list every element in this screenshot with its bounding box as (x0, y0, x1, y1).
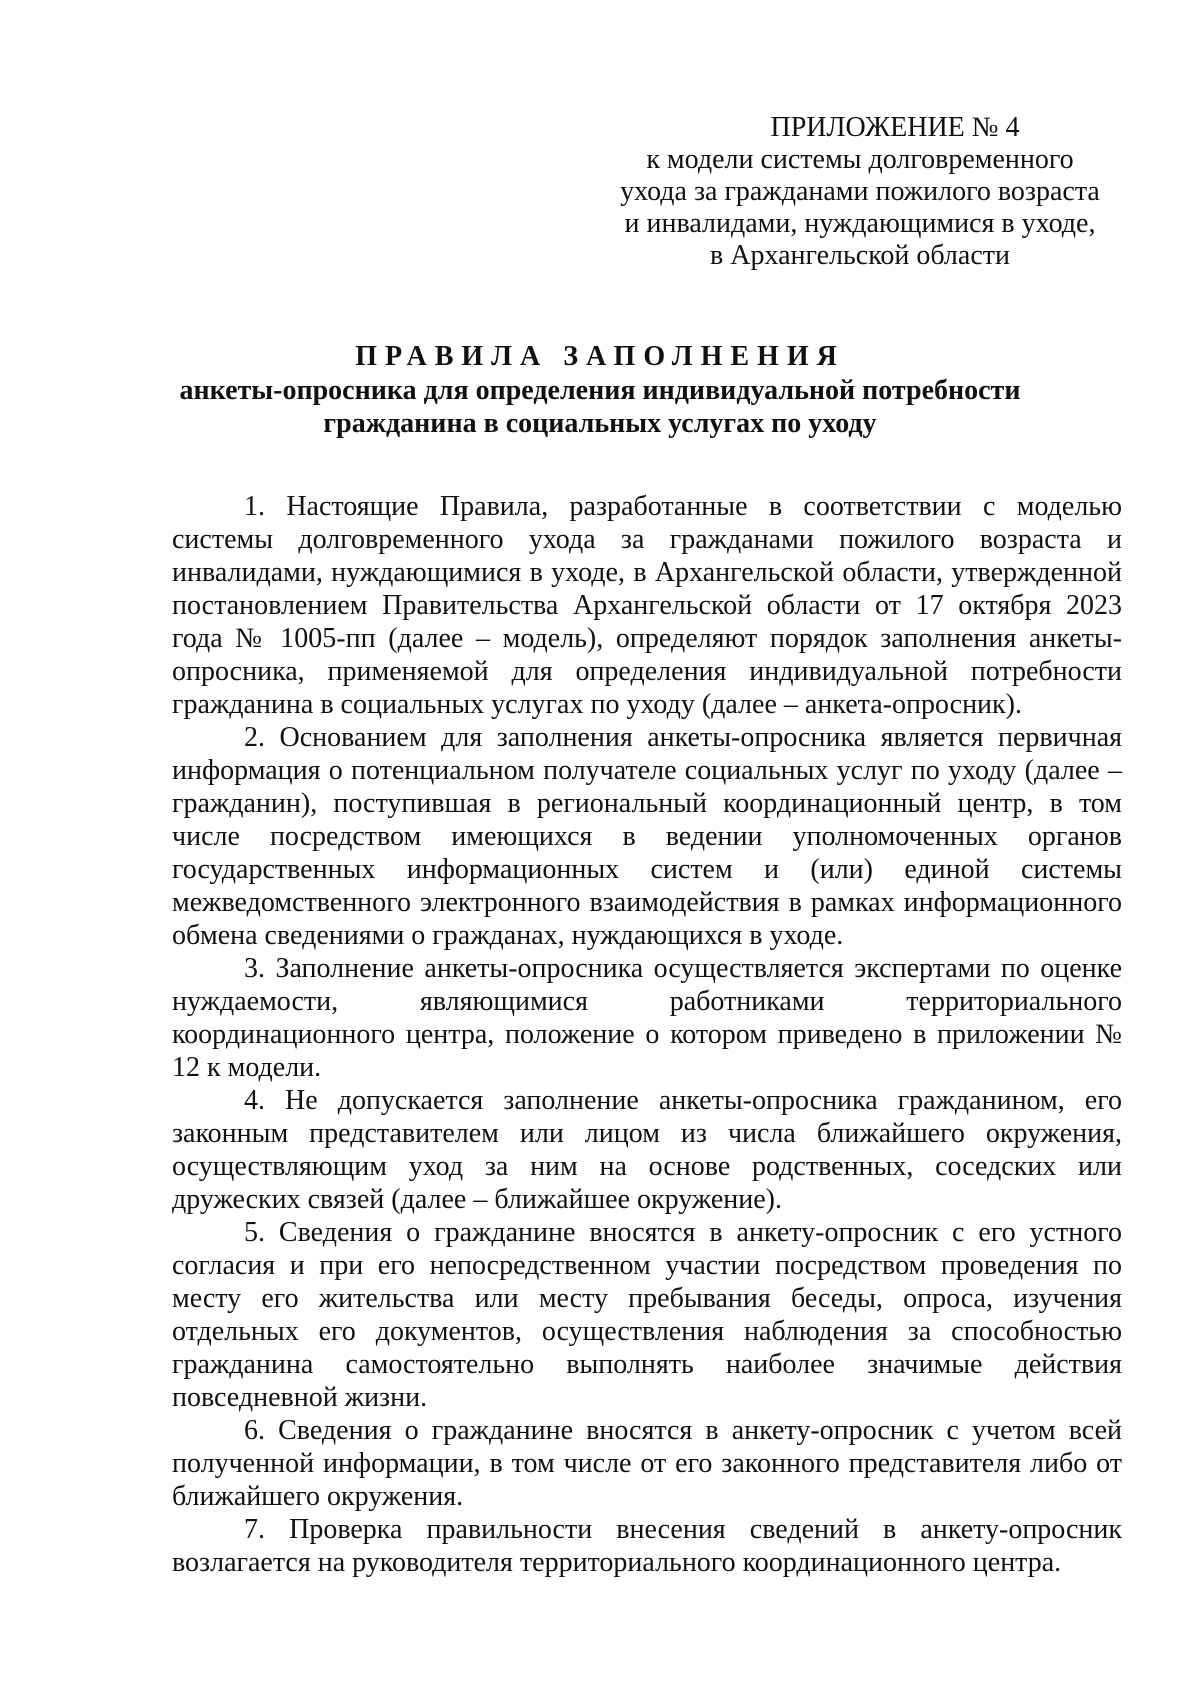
paragraph-6: 6. Сведения о гражданине вносятся в анкету-опросник с учетом всей полученной информации, в том числе от его законного представителя либо от ближайшего окружения. (172, 1415, 1122, 1512)
appendix-line-2: ухода за гражданами пожилого возраста (620, 176, 1100, 207)
paragraph-5: 5. Сведения о гражданине вносятся в анкету-опросник с его устного согласия и при его непосредственном участии посредством проведения по месту его жительства или месту пребывания беседы, опроса, изучения отдельных его документов, осуществления наблюдения за способностью гражданина самостоятельно выполнять наиболее значимые действия повседневной жизни. (172, 1217, 1122, 1413)
paragraph-2: 2. Основанием для заполнения анкеты-опросника является первичная информация о потенциальном получателе социальных услуг по уходу (далее – гражданин), поступившая в региональный координационный центр, в том числе посредством имеющихся в ведении уполномоченных органов государственных информационных систем и (или) единой системы межведомственного электронного взаимодействия в рамках информационного обмена сведениями о гражданах, нуждающихся в уходе. (172, 722, 1122, 951)
appendix-title: ПРИЛОЖЕНИЕ № 4 (770, 112, 1020, 143)
appendix-header (600, 112, 1120, 272)
appendix-line-4: в Архангельской области (710, 240, 1010, 271)
paragraph-1: 1. Настоящие Правила, разработанные в соответствии с моделью системы долговременного ухода за гражданами пожилого возраста и инвалидами, нуждающимися в уходе, в Архангельской области, утвержденной постановлением Правительства Архангельской области от 17 октября 2023 года № 1005-пп (далее – модель), определяют порядок заполнения анкеты-опросника, применяемой для определения индивидуальной потребности гражданина в социальных услугах по уходу (далее – анкета-опросник). (172, 491, 1122, 720)
heading-line-1: анкеты-опросника для определения индивидуальной потребности (179, 375, 1021, 406)
heading-line-2: гражданина в социальных услугах по уходу (323, 408, 877, 439)
paragraph-3: 3. Заполнение анкеты-опросника осуществляется экспертами по оценке нуждаемости, являющимися работниками территориального координационного центра, положение о котором приведено в приложении № 12 к модели. (172, 953, 1122, 1083)
heading-title: ПРАВИЛА ЗАПОЛНЕНИЯ (355, 341, 845, 372)
appendix-line-1: к модели системы долговременного (646, 144, 1074, 175)
document-body (172, 490, 1122, 1579)
paragraph-7: 7. Проверка правильности внесения сведений в анкету-опросник возлагается на руководителя территориального координационного центра. (172, 1514, 1122, 1578)
document-heading (150, 340, 1050, 440)
appendix-line-3: и инвалидами, нуждающимися в уходе, (624, 208, 1096, 239)
paragraph-4: 4. Не допускается заполнение анкеты-опросника гражданином, его законным представителем или лицом из числа ближайшего окружения, осуществляющим уход за ним на основе родственных, соседских или дружеских связей (далее – ближайшее окружение). (172, 1085, 1122, 1215)
